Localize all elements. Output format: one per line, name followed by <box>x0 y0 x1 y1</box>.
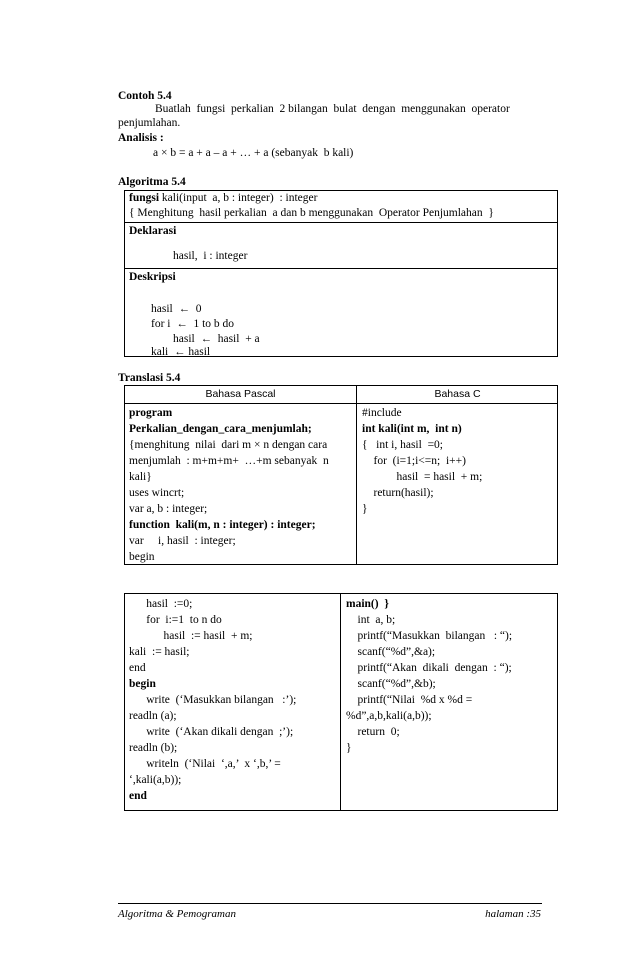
pascal-code-top <box>129 405 355 565</box>
function-keyword: fungsi <box>129 192 160 204</box>
divider <box>125 403 557 404</box>
code-line: hasil := hasil + m; <box>129 630 253 642</box>
deklarasi-label: Deklarasi <box>129 225 177 237</box>
deskripsi-line: hasil ← hasil + a <box>173 333 260 345</box>
code-line: begin <box>129 551 155 563</box>
code-line: { int i, hasil =0; <box>362 439 444 451</box>
code-line: } <box>362 503 368 515</box>
footer-rule <box>118 903 542 904</box>
function-signature: kali(input a, b : integer) : integer <box>159 192 318 204</box>
code-line: {menghitung nilai dari m × n dengan cara <box>129 439 328 451</box>
code-line: program <box>129 407 173 419</box>
algoritma-box <box>124 190 558 357</box>
code-line: %d”,a,b,kali(a,b)); <box>346 710 432 722</box>
c-code-bottom <box>346 596 556 756</box>
code-line: hasil :=0; <box>129 598 193 610</box>
algoritma-title: Algoritma 5.4 <box>118 176 186 188</box>
code-line: function kali(m, n : integer) : integer; <box>129 519 316 531</box>
code-line: #include <box>362 407 402 419</box>
code-line: printf(“Akan dikali dengan : “); <box>346 662 512 674</box>
code-line: var i, hasil : integer; <box>129 535 236 547</box>
contoh-description-line1: Buatlah fungsi perkalian 2 bilangan bulat dengan menggunakan operator <box>155 103 510 115</box>
code-line: } <box>346 742 352 754</box>
footer-right: halaman :35 <box>485 908 541 920</box>
contoh-description-line2: penjumlahan. <box>118 117 181 129</box>
deskripsi-line: hasil ← 0 <box>151 303 202 315</box>
code-line: menjumlah : m+m+m+ …+m sebanyak n <box>129 455 329 467</box>
column-header-c: Bahasa C <box>434 388 481 400</box>
code-line: kali} <box>129 471 152 483</box>
code-line: scanf(“%d”,&a); <box>346 646 436 658</box>
analisis-label: Analisis : <box>118 132 164 144</box>
code-line: writeln (‘Nilai ‘,a,’ x ‘,b,’ = <box>129 758 281 770</box>
analisis-formula: a × b = a + a – a + … + a (sebanyak b kali) <box>153 147 354 159</box>
column-divider <box>340 594 341 810</box>
code-line: readln (a); <box>129 710 177 722</box>
code-line: write (‘Akan dikali dengan ;’); <box>129 726 294 738</box>
code-line: write (‘Masukkan bilangan :’); <box>129 694 297 706</box>
column-header-pascal: Bahasa Pascal <box>205 388 276 400</box>
deskripsi-line: for i ← 1 to b do <box>151 318 235 330</box>
translasi-table-top <box>124 385 558 565</box>
code-line: var a, b : integer; <box>129 503 208 515</box>
contoh-title: Contoh 5.4 <box>118 90 172 102</box>
pascal-code-bottom <box>129 596 339 804</box>
translasi-table-bottom <box>124 593 558 811</box>
code-line: for (i=1;i<=n; i++) <box>362 455 466 467</box>
footer-left: Algoritma & Pemograman <box>118 908 236 920</box>
code-line: kali := hasil; <box>129 646 190 658</box>
code-line: for i:=1 to n do <box>129 614 222 626</box>
code-line: hasil = hasil + m; <box>362 471 483 483</box>
column-divider <box>356 386 357 564</box>
code-line: Perkalian_dengan_cara_menjumlah; <box>129 423 312 435</box>
code-line: printf(“Masukkan bilangan : “); <box>346 630 513 642</box>
deklarasi-body: hasil, i : integer <box>173 250 248 262</box>
code-line: int kali(int m, int n) <box>362 423 462 435</box>
divider <box>125 268 557 269</box>
code-line: printf(“Nilai %d x %d = <box>346 694 473 706</box>
code-line: end <box>129 662 146 674</box>
code-line: ‘,kali(a,b)); <box>129 774 182 786</box>
function-comment: { Menghitung hasil perkalian a dan b menggunakan Operator Penjumlahan } <box>129 207 494 219</box>
code-line: return 0; <box>346 726 400 738</box>
divider <box>125 222 557 223</box>
function-header <box>129 192 317 204</box>
c-code-top <box>362 405 556 517</box>
deskripsi-line: kali ← hasil <box>151 346 211 358</box>
code-line: int a, b; <box>346 614 396 626</box>
code-line: return(hasil); <box>362 487 434 499</box>
translasi-title: Translasi 5.4 <box>118 372 181 384</box>
code-line: readln (b); <box>129 742 178 754</box>
code-line: uses wincrt; <box>129 487 185 499</box>
code-line: begin <box>129 678 156 690</box>
code-line: main() } <box>346 598 389 610</box>
deskripsi-label: Deskripsi <box>129 271 176 283</box>
code-line: end <box>129 790 147 802</box>
code-line: scanf(“%d”,&b); <box>346 678 436 690</box>
